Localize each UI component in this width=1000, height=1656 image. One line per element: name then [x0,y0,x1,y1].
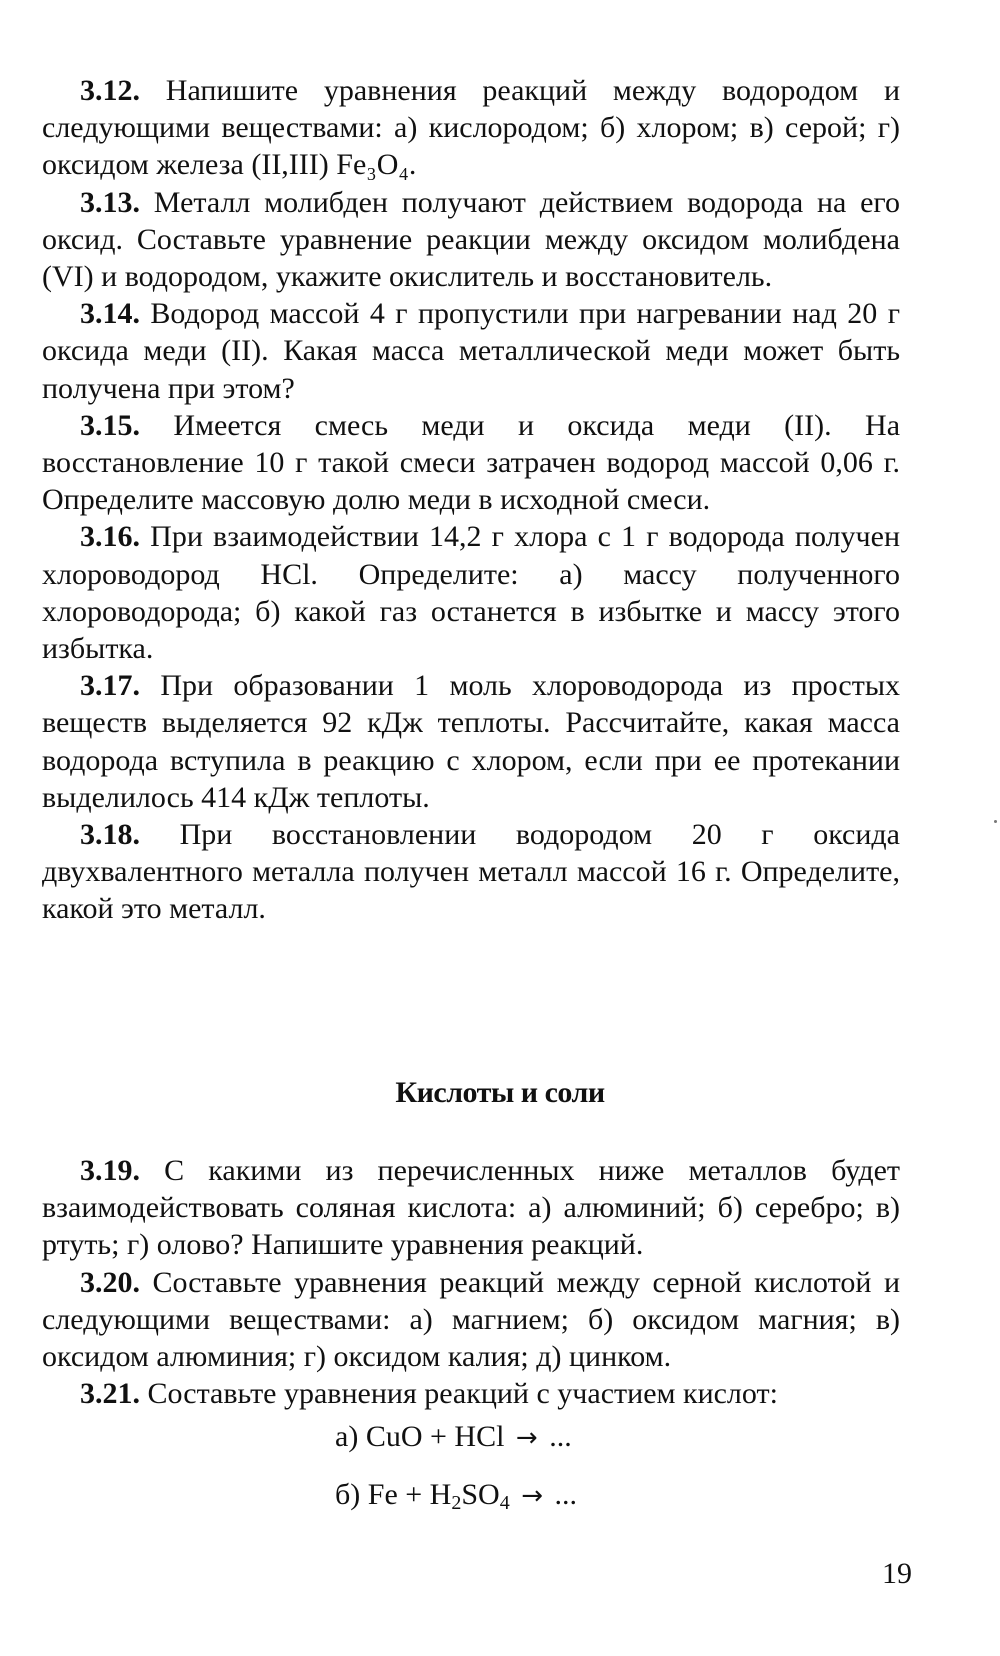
formula-reactants: CuO + HCl [365,1420,505,1453]
formula-a [335,1418,572,1457]
problem-number: 3.18. [80,818,140,852]
formula-b [335,1476,577,1515]
problem-3-15 [42,407,900,519]
problem-3-18 [42,816,900,928]
problems-block-bottom [42,1152,900,1412]
problem-number: 3.12. [80,74,140,107]
problem-3-21 [42,1375,900,1412]
problem-text: Составьте уравнения реакций между серной кислотой и следующими веществами: а) магнием; б) оксидом магния; в) оксидом алюминия; г) оксидом калия; д) цинком. [42,1265,901,1374]
problem-3-13 [42,184,900,296]
problem-number: 3.14. [80,297,140,331]
problem-text: С какими из перечисленных ниже металлов будет взаимодействовать соляная кислота: а) алюминий; б) серебро; в) ртуть; г) олово? Напишите уравнения реакций. [42,1154,901,1262]
problem-3-19 [42,1152,900,1264]
arrow-icon: → [515,1423,538,1453]
scan-speck [994,820,997,823]
formula-products: ... [554,1478,578,1511]
problem-3-20 [42,1264,900,1376]
page-number: 19 [882,1557,912,1590]
problem-number: 3.17. [80,669,140,703]
formula-reactants-part1: Fe + H [367,1478,452,1511]
problem-number: 3.20. [80,1265,140,1299]
subscript: 4 [499,1492,510,1514]
formula-label: а) [335,1420,359,1453]
problems-block-top [42,72,900,928]
problem-text: Напишите уравнения реакций между водородом и следующими веществами: а) кислородом; б) хлором; в) серой; г) оксидом железа (II,III) Fe₃O₄. [42,74,901,182]
problem-3-12 [42,72,900,184]
problem-number: 3.13. [80,185,140,219]
formula-products: ... [549,1420,572,1453]
problem-text: Водород массой 4 г пропустили при нагревании над 20 г оксида меди (II). Какая масса металлической меди может быть получена при этом? [42,297,901,405]
problem-number: 3.16. [80,520,140,554]
problem-text: При взаимодействии 14,2 г хлора с 1 г водорода получен хлороводород HCl. Определите: а) массу полученного хлороводорода; б) какой газ останется в избытке и массу этого избытка. [42,520,900,666]
section-title: Кислоты и соли [395,1076,605,1109]
problem-number: 3.21. [80,1377,140,1411]
arrow-icon: → [521,1481,544,1511]
problem-text: При образовании 1 моль хлороводорода из простых веществ выделяется 92 кДж теплоты. Рассчитайте, какая масса водорода вступила в реакцию с хлором, если при ее протекании выделилось 414 кДж теплоты. [42,669,900,814]
problem-number: 3.19. [80,1154,140,1187]
problem-text: Имеется смесь меди и оксида меди (II). На восстановление 10 г такой смеси затрачен водород массой 0,06 г. Определите массовую долю меди в исходной смеси. [42,408,901,517]
subscript: 2 [451,1492,462,1514]
problem-text: При восстановлении водородом 20 г оксида двухвалентного металла получен металл массой 16 г. Определите, какой это металл. [42,818,900,926]
problem-text: Металл молибден получают действием водорода на его оксид. Составьте уравнение реакции между оксидом молибдена (VI) и водородом, укажите окислитель и восстановитель. [42,185,900,294]
problem-text: Составьте уравнения реакций с участием кислот: [147,1377,778,1411]
formula-label: б) [335,1478,361,1511]
problem-3-14 [42,295,900,407]
problem-number: 3.15. [80,408,140,442]
formula-reactants-part2: SO [461,1478,500,1511]
problem-3-16 [42,518,900,667]
problem-3-17 [42,667,900,816]
